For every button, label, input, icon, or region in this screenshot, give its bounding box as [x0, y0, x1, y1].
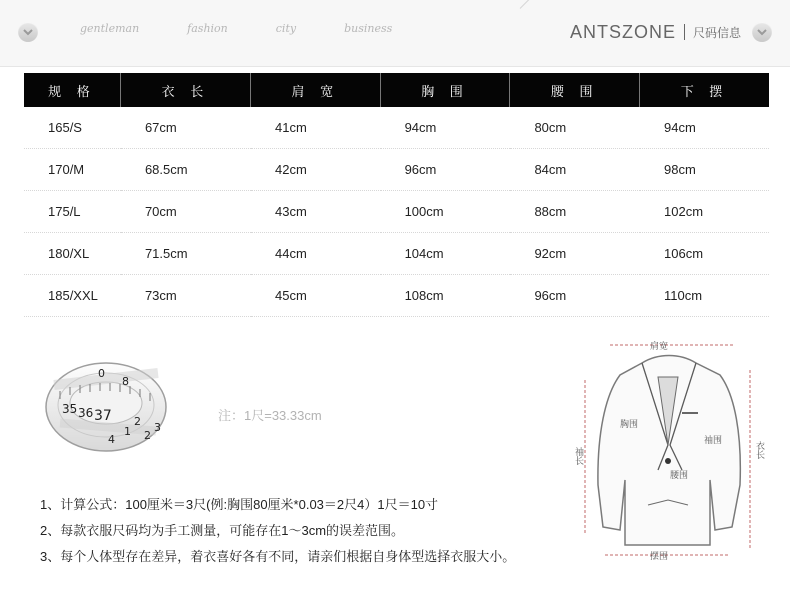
instruction-line: 2、每款衣服尺码均为手工测量，可能存在1～3cm的误差范围。 — [40, 523, 405, 538]
cell-hem: 98cm — [640, 149, 769, 191]
tape-number: 4 — [108, 433, 115, 446]
cell-size: 165/S — [24, 107, 121, 149]
brand-subtitle: 尺码信息 — [693, 25, 742, 40]
cell-shoulder: 45cm — [251, 275, 381, 317]
cell-shoulder: 42cm — [251, 149, 381, 191]
cell-shoulder: 43cm — [251, 191, 381, 233]
tape-number: 2 — [134, 415, 141, 428]
nav-city[interactable]: city — [275, 22, 297, 35]
cell-hem: 94cm — [640, 107, 769, 149]
cell-size: 175/L — [24, 191, 121, 233]
cell-length: 70cm — [121, 191, 251, 233]
header-shoulder: 肩 宽 — [251, 73, 381, 107]
diagram-label-cuff: 袖围 — [704, 435, 723, 445]
nav-business[interactable]: business — [344, 22, 393, 35]
cell-waist: 80cm — [510, 107, 640, 149]
cell-chest: 100cm — [381, 191, 511, 233]
cell-length: 73cm — [121, 275, 251, 317]
cell-shoulder: 44cm — [251, 233, 381, 275]
table-row — [24, 275, 769, 317]
unit-note: 注：1尺=33.33cm — [218, 408, 322, 423]
tape-number: 36 — [78, 406, 94, 420]
decorative-divider — [520, 0, 563, 9]
table-header-row — [24, 73, 769, 107]
diagram-label-chest: 胸围 — [620, 419, 639, 429]
cell-hem: 110cm — [640, 275, 769, 317]
table-row — [24, 107, 769, 149]
nav-fashion[interactable]: fashion — [187, 22, 228, 35]
diagram-label-length: 衣长 — [755, 441, 765, 459]
nav-gentleman[interactable]: gentleman — [80, 22, 140, 35]
table-row — [24, 149, 769, 191]
cell-size: 170/M — [24, 149, 121, 191]
header-size: 规 格 — [24, 73, 121, 107]
cell-hem: 102cm — [640, 191, 769, 233]
brand-name: ANTSZONE — [570, 21, 677, 42]
header-bar — [0, 0, 790, 67]
diagram-label-waist: 腰围 — [670, 470, 689, 480]
cell-waist: 92cm — [510, 233, 640, 275]
header-waist: 腰 围 — [510, 73, 640, 107]
nav-links — [80, 22, 392, 35]
brand-separator — [684, 24, 685, 40]
jacket-measurement-diagram — [570, 335, 770, 575]
tape-number: 3 — [154, 421, 161, 434]
cell-length: 68.5cm — [121, 149, 251, 191]
cell-waist: 96cm — [510, 275, 640, 317]
tape-number: 35 — [62, 402, 78, 416]
cell-length: 67cm — [121, 107, 251, 149]
size-chart-table — [24, 73, 769, 317]
header-chest: 胸 围 — [381, 73, 511, 107]
brand-block — [570, 18, 741, 46]
cell-chest: 108cm — [381, 275, 511, 317]
diagram-label-hem: 摆围 — [650, 551, 669, 561]
instructions — [40, 492, 515, 570]
cell-chest: 96cm — [381, 149, 511, 191]
cell-size: 180/XL — [24, 233, 121, 275]
chevron-down-icon[interactable] — [752, 22, 772, 42]
table-row — [24, 191, 769, 233]
cell-waist: 84cm — [510, 149, 640, 191]
table-row — [24, 233, 769, 275]
chevron-down-icon[interactable] — [18, 22, 38, 42]
tape-number: 37 — [94, 408, 112, 424]
cell-chest: 94cm — [381, 107, 511, 149]
instruction-line: 1、计算公式：100厘米＝3尺(例:胸围80厘米*0.03＝2尺4）1尺＝10寸 — [40, 497, 439, 512]
cell-chest: 104cm — [381, 233, 511, 275]
cell-length: 71.5cm — [121, 233, 251, 275]
cell-size: 185/XXL — [24, 275, 121, 317]
cell-shoulder: 41cm — [251, 107, 381, 149]
tape-measure-image — [38, 345, 173, 465]
tape-number: 2 — [144, 429, 151, 442]
header-hem: 下 摆 — [640, 73, 769, 107]
tape-number: 1 — [124, 425, 131, 438]
diagram-label-sleeve: 袖长 — [574, 447, 584, 465]
tape-number: 0 — [98, 367, 105, 380]
cell-hem: 106cm — [640, 233, 769, 275]
tape-number: 8 — [122, 375, 129, 388]
diagram-label-shoulder: 肩宽 — [650, 341, 669, 351]
cell-waist: 88cm — [510, 191, 640, 233]
instruction-line: 3、每个人体型存在差异，着衣喜好各有不同，请亲们根据自身体型选择衣服大小。 — [40, 549, 516, 564]
header-length: 衣 长 — [121, 73, 251, 107]
